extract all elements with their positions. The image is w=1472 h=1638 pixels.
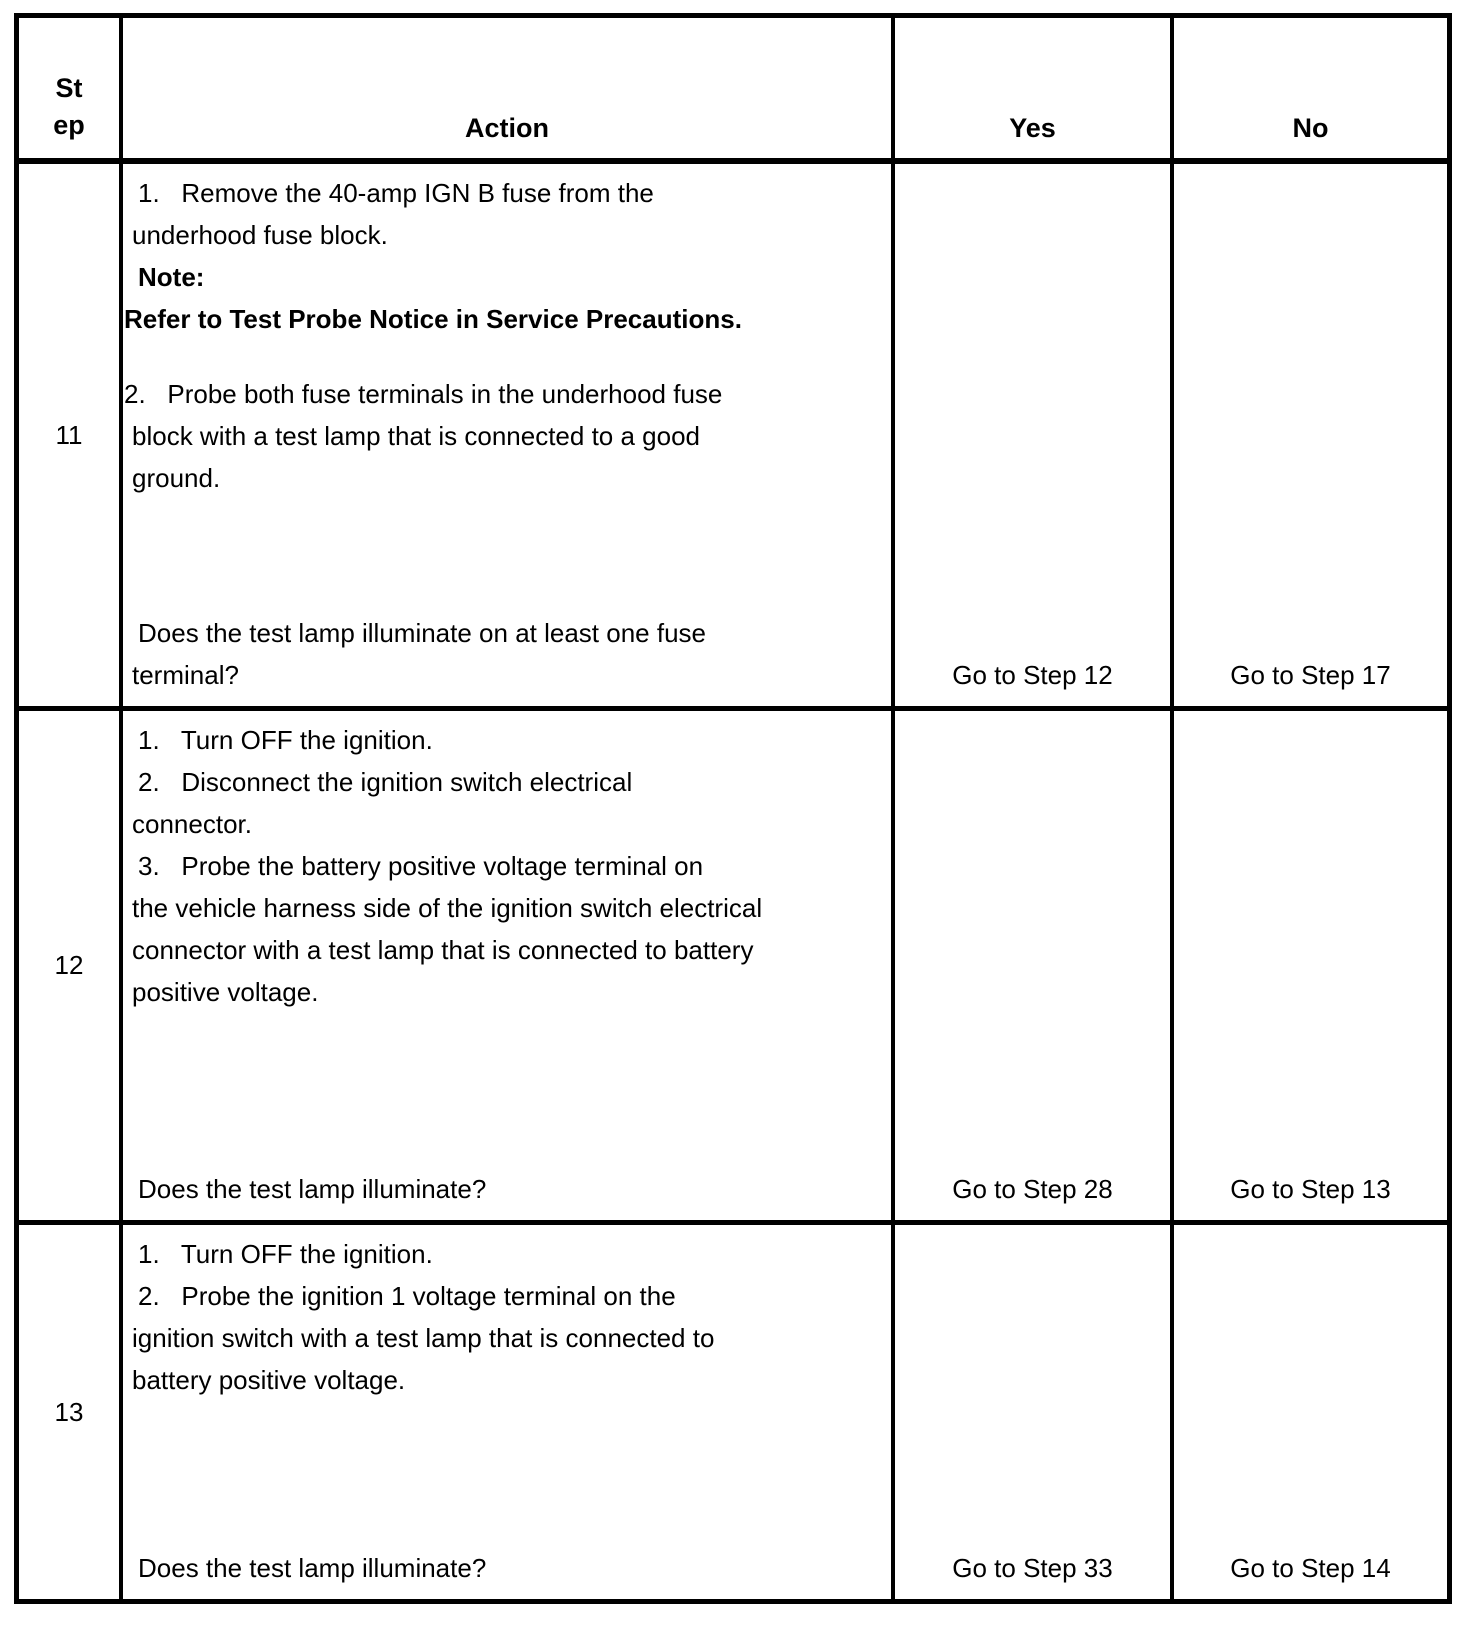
action-note-text: Refer to Test Probe Notice in Service Precautions. xyxy=(124,304,742,334)
yes-cell xyxy=(895,1225,1174,1599)
header-action-cell xyxy=(123,18,895,164)
action-line: the vehicle harness side of the ignition switch electrical xyxy=(132,893,763,923)
question-line: Does the test lamp illuminate on at least one fuse xyxy=(138,618,706,648)
header-step-cell xyxy=(19,18,123,164)
action-line: connector with a test lamp that is connected to battery xyxy=(132,935,754,965)
yes-result: Go to Step 12 xyxy=(952,660,1113,690)
action-line: connector. xyxy=(132,809,252,839)
no-cell xyxy=(1174,1225,1447,1599)
question-line: terminal? xyxy=(132,660,239,690)
no-result: Go to Step 17 xyxy=(1230,660,1391,690)
step-number: 12 xyxy=(54,950,84,980)
header-step-line1: St xyxy=(55,73,83,103)
header-step-label xyxy=(53,70,85,144)
action-line: underhood fuse block. xyxy=(132,220,388,250)
action-line: battery positive voltage. xyxy=(132,1365,406,1395)
action-question xyxy=(123,1547,891,1589)
action-cell xyxy=(123,711,895,1225)
action-question xyxy=(123,612,891,696)
action-line: 1. Turn OFF the ignition. xyxy=(138,1239,433,1269)
header-action-label: Action xyxy=(465,113,549,143)
header-yes-label: Yes xyxy=(1009,113,1056,143)
step-cell xyxy=(19,1225,123,1599)
action-line: ground. xyxy=(132,463,221,493)
diagnostic-steps-table xyxy=(14,13,1452,1604)
question-line: Does the test lamp illuminate? xyxy=(138,1174,487,1204)
action-line: 2. Probe both fuse terminals in the underhood fuse xyxy=(124,379,723,409)
action-line: block with a test lamp that is connected to a good xyxy=(132,421,701,451)
action-instructions xyxy=(123,719,891,1013)
action-note-label: Note: xyxy=(138,262,205,292)
action-cell xyxy=(123,1225,895,1599)
step-cell xyxy=(19,164,123,711)
action-line: 2. Disconnect the ignition switch electrical xyxy=(138,767,633,797)
header-yes-cell xyxy=(895,18,1174,164)
action-instructions xyxy=(123,1233,891,1401)
no-result: Go to Step 14 xyxy=(1230,1553,1391,1583)
question-line: Does the test lamp illuminate? xyxy=(138,1553,487,1583)
yes-cell xyxy=(895,164,1174,711)
action-line: 2. Probe the ignition 1 voltage terminal on the xyxy=(138,1281,676,1311)
no-cell xyxy=(1174,711,1447,1225)
action-line: ignition switch with a test lamp that is connected to xyxy=(132,1323,715,1353)
no-cell xyxy=(1174,164,1447,711)
yes-cell xyxy=(895,711,1174,1225)
header-no-label: No xyxy=(1292,113,1329,143)
yes-result: Go to Step 33 xyxy=(952,1553,1113,1583)
header-step-line2: ep xyxy=(53,110,85,140)
step-number: 11 xyxy=(55,419,83,450)
yes-result: Go to Step 28 xyxy=(952,1174,1113,1204)
action-line: 1. Turn OFF the ignition. xyxy=(138,725,433,755)
action-cell xyxy=(123,164,895,711)
step-number: 13 xyxy=(54,1396,84,1427)
action-line: 1. Remove the 40-amp IGN B fuse from the xyxy=(138,178,654,208)
step-cell xyxy=(19,711,123,1225)
action-line: 3. Probe the battery positive voltage terminal on xyxy=(138,851,704,881)
action-line: positive voltage. xyxy=(132,977,319,1007)
action-instructions xyxy=(123,172,891,499)
action-question xyxy=(123,1168,891,1210)
header-no-cell xyxy=(1174,18,1447,164)
no-result: Go to Step 13 xyxy=(1230,1174,1391,1204)
